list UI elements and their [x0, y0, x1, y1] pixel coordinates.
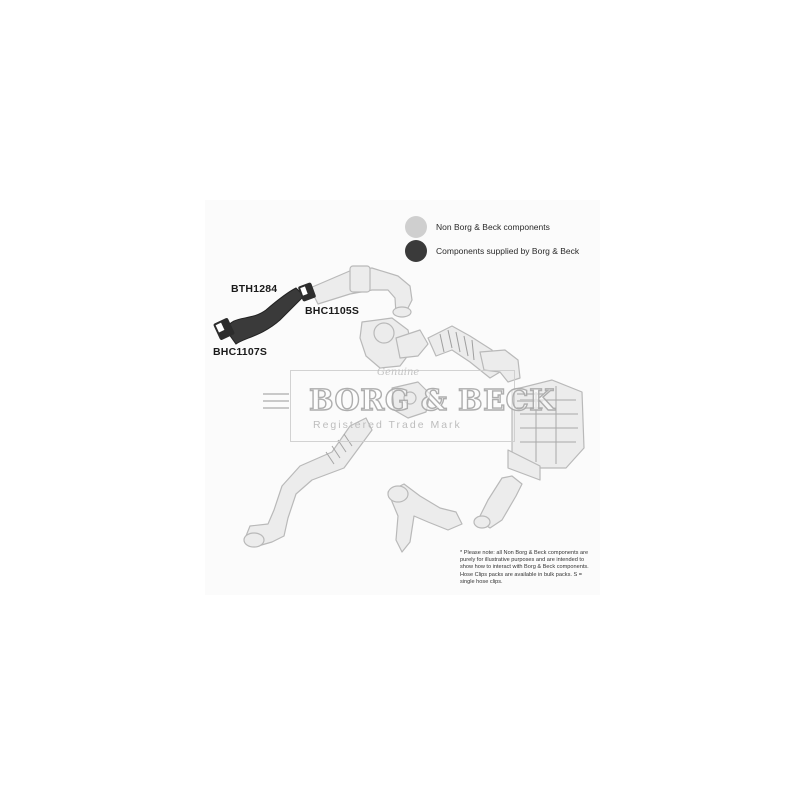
legend-item-bb: [405, 240, 579, 262]
watermark-trademark: Registered Trade Mark: [313, 419, 462, 431]
legend-swatch-dark: [405, 240, 427, 262]
legend-label-non-bb: Non Borg & Beck components: [436, 222, 550, 232]
legend-swatch-grey: [405, 216, 427, 238]
disclaimer-note: * Please note: all Non Borg & Beck components are purely for illustrative purposes and are intended to show how to interact with Borg & Beck components. Hose Clips packs are available in bulk packs. S = single hose clips.: [460, 550, 589, 585]
lower-pipe-end: [244, 533, 264, 547]
label-bhc1107s: BHC1107S: [213, 346, 268, 358]
watermark-left-bars: [263, 393, 289, 417]
upper-pipe-collar: [350, 266, 370, 292]
legend-item-non-bb: [405, 216, 550, 238]
legend-label-bb: Components supplied by Borg & Beck: [436, 246, 580, 256]
watermark-genuine: Genuine: [377, 367, 420, 378]
bottom-bracket-flange: [388, 486, 408, 502]
bottom-right-pipe-end: [474, 516, 490, 528]
label-bhc1105s: BHC1105S: [305, 305, 360, 317]
brand-watermark: [290, 367, 555, 442]
watermark-brand: BORG & BECK: [309, 383, 555, 417]
upper-pipe-end: [393, 307, 411, 317]
throttle-flange: [374, 323, 394, 343]
label-bth1284: BTH1284: [231, 283, 278, 295]
